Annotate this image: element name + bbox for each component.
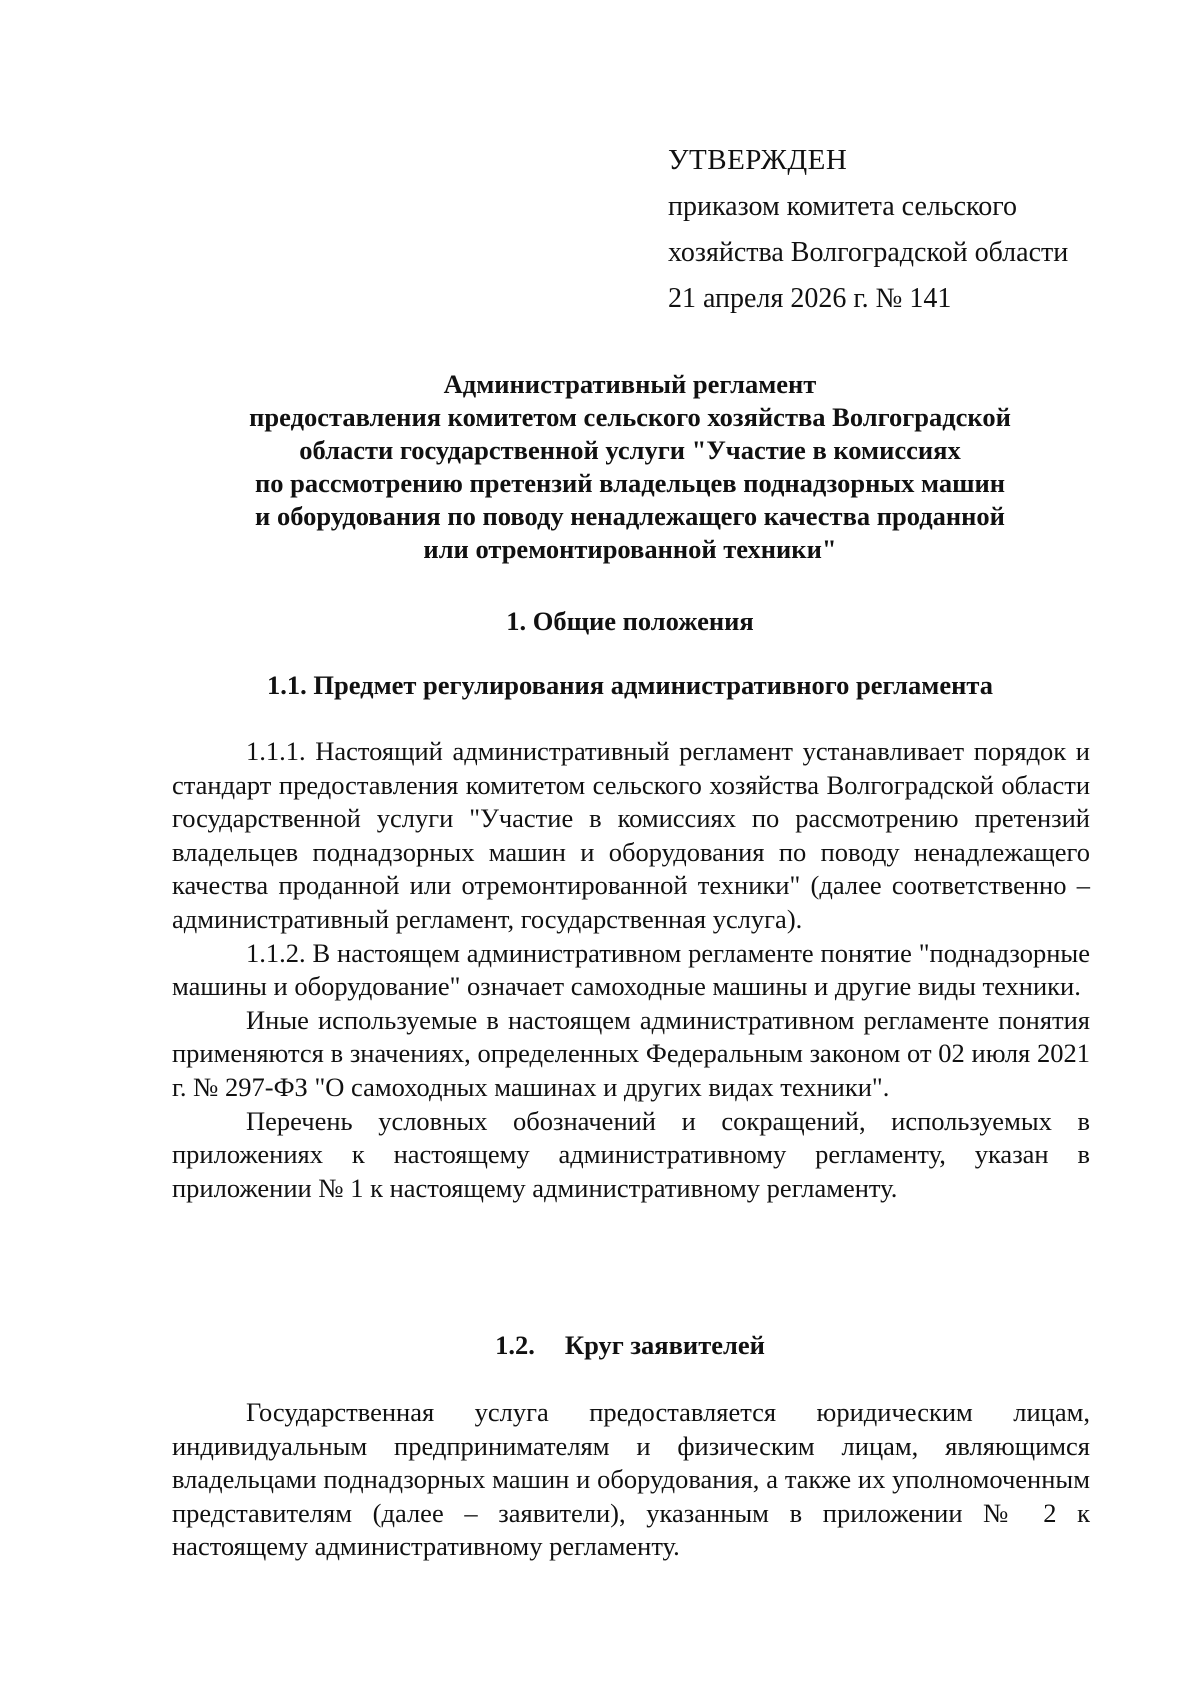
subsection-1-1-body — [172, 735, 1090, 1205]
paragraph-applicants: Государственная услуга предоставляется юридическим лицам, индивидуальным предпринимателям и физическим лицам, являющимся владельцами поднадзорных машин и оборудования, а также их уполномоченным представителям (далее – заявители), указанным в приложении № 2 к настоящему административному регламенту. — [172, 1397, 1090, 1562]
subsection-1-2-title: Круг заявителей — [564, 1330, 765, 1360]
approval-line-2: хозяйства Волгоградской области — [668, 237, 1069, 268]
section-1-heading: 1. Общие положения — [506, 606, 754, 636]
paragraph-1-1-1: 1.1.1. Настоящий административный регламент устанавливает порядок и стандарт предоставления комитетом сельского хозяйства Волгоградской области государственной услуги "Участие в комиссиях по рассмотрению претензий владельцев поднадзорных машин и оборудования по поводу ненадлежащего качества проданной или отремонтированной техники" (далее соответственно – административный регламент, государственная услуга). — [172, 736, 1090, 934]
approval-title: УТВЕРЖДЕН — [668, 144, 848, 176]
title-line-6: или отремонтированной техники" — [423, 534, 837, 564]
paragraph-definitions: Иные используемые в настоящем административном регламенте понятия применяются в значениях, определенных Федеральным законом от 02 июля 2021 г. № 297-ФЗ "О самоходных машинах и других видах техники". — [172, 1004, 1090, 1102]
paragraph-1-1-2: 1.1.2. В настоящем административном регламенте понятие "поднадзорные машины и оборудование" означает самоходные машины и другие виды техники. — [172, 937, 1090, 1002]
approval-line-3: 21 апреля 2026 г. № 141 — [668, 283, 952, 314]
title-line-1: Административный регламент — [443, 369, 817, 399]
approval-line-1: приказом комитета сельского — [668, 191, 1018, 222]
title-line-2: предоставления комитетом сельского хозяйства Волгоградской — [249, 402, 1011, 432]
subsection-1-1-heading: 1.1. Предмет регулирования административного регламента — [267, 670, 993, 700]
title-line-3: области государственной услуги "Участие в комиссиях — [299, 435, 961, 465]
title-line-5: и оборудования по поводу ненадлежащего качества проданной — [255, 501, 1005, 531]
approval-stamp — [668, 136, 1138, 322]
subsection-1-2-number: 1.2. — [495, 1330, 535, 1360]
document-title — [170, 368, 1090, 566]
subsection-1-2-heading — [170, 1329, 1090, 1362]
subsection-1-2-body — [172, 1396, 1090, 1564]
title-line-4: по рассмотрению претензий владельцев поднадзорных машин — [255, 468, 1005, 498]
paragraph-abbreviations: Перечень условных обозначений и сокращений, используемых в приложениях к настоящему административному регламенту, указан в приложении № 1 к настоящему административному регламенту. — [172, 1105, 1090, 1203]
